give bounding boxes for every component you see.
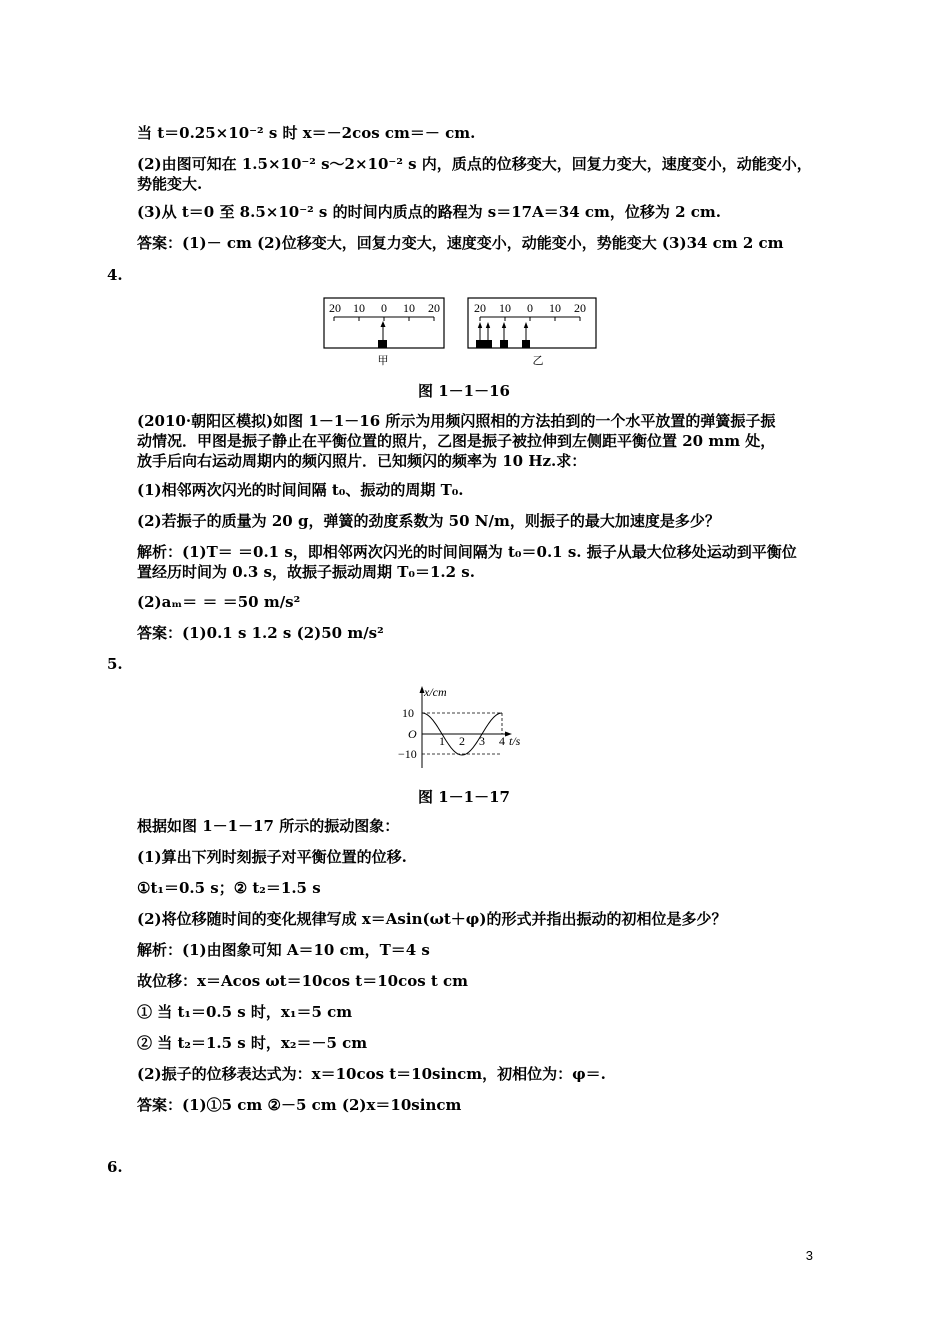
text-line-13: 根据如图 1－1－17 所示的振动图象： (137, 817, 400, 835)
figure-1-1-16 (322, 296, 600, 368)
x-tick-3: 3 (479, 734, 485, 748)
text-line-9: (2)若振子的质量为 20 g，弹簧的劲度系数为 50 N/m，则振子的最大加速度是多少？ (137, 512, 720, 530)
text-line-8: (1)相邻两次闪光的时间间隔 t₀、振动的周期 T₀. (137, 481, 464, 499)
figure-1-1-17 (394, 684, 534, 776)
problem-number-4: 4. (107, 266, 123, 284)
text-line-3: 势能变大. (137, 175, 203, 193)
text-line-11: 置经历时间为 0.3 s，故振子振动周期 T₀＝1.2 s. (137, 563, 475, 581)
text-line-20: ② 当 t₂＝1.5 s 时，x₂＝－5 cm (137, 1034, 368, 1052)
figure-caption-16: 图 1－1－16 (418, 382, 510, 400)
text-line-21: (2)振子的位移表达式为：x＝10cos t＝10sincm，初相位为：φ＝. (137, 1065, 606, 1083)
text-line-6: 动情况．甲图是振子静止在平衡位置的照片，乙图是振子被拉伸到左侧距平衡位置 20 mm 处， (137, 432, 776, 450)
scale-label: 10 (353, 301, 365, 315)
text-line-16: (2)将位移随时间的变化规律写成 x＝Asin(ωt＋φ)的形式并指出振动的初相位是多少？ (137, 910, 727, 928)
x-tick-1: 1 (439, 734, 445, 748)
text-line-14: (1)算出下列时刻振子对平衡位置的位移. (137, 848, 407, 866)
y-tick-10: 10 (402, 706, 414, 720)
text-line-12: (2)aₘ＝ ＝ ＝50 m/s² (137, 593, 301, 611)
scale-label: 20 (474, 301, 486, 315)
text-line-19: ① 当 t₁＝0.5 s 时，x₁＝5 cm (137, 1003, 353, 1021)
answer-line-5: 答案：(1)①5 cm ②－5 cm (2)x＝10sincm (137, 1096, 462, 1114)
text-line-4: (3)从 t＝0 至 8.5×10⁻² s 的时间内质点的路程为 s＝17A＝34 cm，位移为 2 cm. (137, 203, 721, 221)
label-jia: 甲 (377, 355, 389, 367)
answer-line-3: 答案：(1)－ cm (2)位移变大，回复力变大，速度变小，动能变小，势能变大 (3)34 cm 2 cm (137, 234, 784, 252)
text-line-1: 当 t＝0.25×10⁻² s 时 x＝－2cos cm＝－ cm. (137, 124, 476, 142)
text-line-10: 解析：(1)T＝ ＝0.1 s，即相邻两次闪光的时间间隔为 t₀＝0.1 s. 振子从最大位移处运动到平衡位 (137, 543, 797, 561)
text-line-5: (2010·朝阳区模拟)如图 1－1－16 所示为用频闪照相的方法拍到的一个水平放置的弹簧振子振 (137, 412, 776, 430)
scale-label: 20 (428, 301, 440, 315)
label-yi: 乙 (532, 355, 544, 367)
origin-label: O (408, 727, 417, 741)
answer-line-4: 答案：(1)0.1 s 1.2 s (2)50 m/s² (137, 624, 384, 642)
text-line-17: 解析：(1)由图象可知 A＝10 cm，T＝4 s (137, 941, 430, 959)
scale-label: 10 (499, 301, 511, 315)
x-tick-4: 4 (499, 734, 505, 748)
scale-label: 20 (574, 301, 586, 315)
page-number: 3 (805, 1248, 813, 1263)
y-tick-neg10: −10 (398, 747, 417, 761)
x-tick-2: 2 (459, 734, 465, 748)
x-axis-label: t/s (509, 734, 521, 748)
scale-label: 10 (403, 301, 415, 315)
figure-caption-17: 图 1－1－17 (418, 788, 510, 806)
text-line-2: (2)由图可知在 1.5×10⁻² s～2×10⁻² s 内，质点的位移变大，回复力变大，速度变小，动能变小， (137, 155, 812, 173)
scale-label: 10 (549, 301, 561, 315)
y-axis-label: x/cm (424, 685, 447, 699)
scale-label: 0 (527, 301, 533, 315)
problem-number-5: 5. (107, 655, 123, 673)
scale-label: 0 (381, 301, 387, 315)
problem-number-6: 6. (107, 1158, 123, 1176)
scale-label: 20 (329, 301, 341, 315)
text-line-7: 放手后向右运动周期内的频闪照片．已知频闪的频率为 10 Hz.求： (137, 452, 587, 470)
text-line-15: ①t₁＝0.5 s；② t₂＝1.5 s (137, 879, 321, 897)
text-line-18: 故位移：x＝Acos ωt＝10cos t＝10cos t cm (137, 972, 469, 990)
